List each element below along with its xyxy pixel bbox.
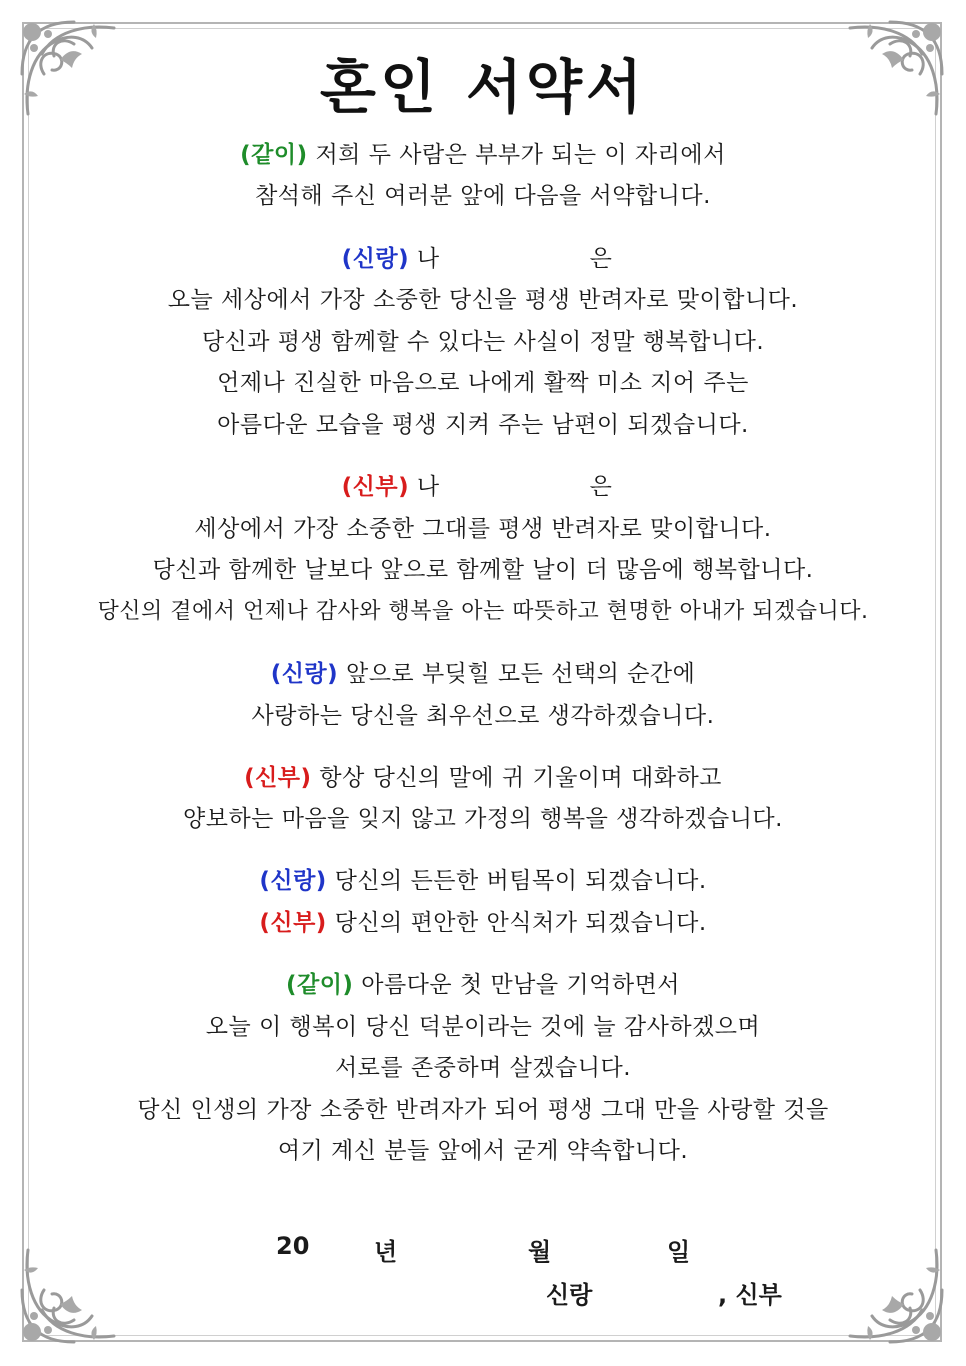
intro-line-1 [0, 140, 966, 170]
groom-vow3-text: 당신의 든든한 버팀목이 되겠습니다. [334, 868, 707, 894]
final-line-4: 당신 인생의 가장 소중한 반려자가 되어 평생 그대 만을 사랑할 것을 [137, 1097, 829, 1123]
groom-name-prefix: 나 [416, 246, 440, 272]
date-day-label: 일 [667, 1238, 691, 1266]
bride-name-suffix: 은 [589, 474, 613, 500]
tag-together: (같이) [240, 142, 308, 168]
tag-bride: (신부) [341, 474, 410, 500]
final-line-1 [0, 970, 966, 1000]
groom-vow2-line-2: 사랑하는 당신을 최우선으로 생각하겠습니다. [251, 703, 715, 729]
tag-groom: (신랑) [270, 661, 339, 687]
date-month-label: 월 [528, 1238, 552, 1266]
tag-bride: (신부) [244, 765, 312, 791]
groom-vow2-line-1 [0, 659, 966, 689]
date-year-prefix: 20 [276, 1232, 310, 1260]
page-title [0, 40, 966, 124]
groom-vow-line-4: 아름다운 모습을 평생 지켜 주는 남편이 되겠습니다. [217, 412, 749, 438]
signature-groom-label: 신랑 [546, 1281, 593, 1309]
signature-bride-label: , 신부 [718, 1281, 782, 1309]
bride-vow-header [0, 472, 960, 502]
final-line-3: 서로를 존중하며 살겠습니다. [334, 1055, 632, 1081]
bride-vow2-line-1 [0, 763, 966, 793]
bride-vow3-text: 당신의 편안한 안식처가 되겠습니다. [334, 910, 707, 936]
intro-text-2: 참석해 주신 여러분 앞에 다음을 서약합니다. [255, 183, 711, 209]
intro-line-2 [0, 181, 966, 211]
date-year-label: 년 [374, 1238, 398, 1266]
bride-vow2-text-1: 항상 당신의 말에 귀 기울이며 대화하고 [319, 765, 722, 791]
final-text-1: 아름다운 첫 만남을 기억하면서 [361, 972, 681, 998]
groom-vow3-line [0, 866, 966, 896]
corner-ornament-icon [830, 1230, 950, 1350]
groom-vow-line-1: 오늘 세상에서 가장 소중한 당신을 평생 반려자로 맞이합니다. [167, 287, 799, 313]
bride-vow-line-1: 세상에서 가장 소중한 그대를 평생 반려자로 맞이합니다. [194, 516, 772, 542]
groom-vow-line-2: 당신과 평생 함께할 수 있다는 사실이 정말 행복합니다. [201, 329, 765, 355]
final-line-5: 여기 계신 분들 앞에서 굳게 약속합니다. [277, 1138, 689, 1164]
groom-vow2-text-1: 앞으로 부딪힐 모든 선택의 순간에 [345, 661, 696, 687]
groom-name-suffix: 은 [589, 246, 613, 272]
bride-vow-line-3: 당신의 곁에서 언제나 감사와 행복을 아는 따뜻하고 현명한 아내가 되겠습니다. [97, 599, 869, 624]
intro-text-1: 저희 두 사람은 부부가 되는 이 자리에서 [315, 142, 726, 168]
title-word-2: 서약서 [465, 53, 647, 121]
bride-vow3-line [0, 908, 966, 938]
tag-groom: (신랑) [259, 868, 327, 894]
title-word-1: 혼인 [319, 53, 440, 121]
tag-together: (같이) [285, 972, 354, 998]
tag-bride: (신부) [259, 910, 327, 936]
bride-name-prefix: 나 [416, 474, 440, 500]
corner-ornament-icon [14, 1230, 134, 1350]
groom-vow-line-3: 언제나 진실한 마음으로 나에게 활짝 미소 지어 주는 [217, 370, 749, 396]
groom-vow-header [0, 244, 960, 274]
bride-vow-line-2: 당신과 함께한 날보다 앞으로 함께할 날이 더 많음에 행복합니다. [152, 557, 814, 583]
tag-groom: (신랑) [341, 246, 410, 272]
final-line-2: 오늘 이 행복이 당신 덕분이라는 것에 늘 감사하겠으며 [205, 1014, 761, 1040]
bride-vow2-line-2: 양보하는 마음을 잊지 않고 가정의 행복을 생각하겠습니다. [183, 806, 783, 832]
